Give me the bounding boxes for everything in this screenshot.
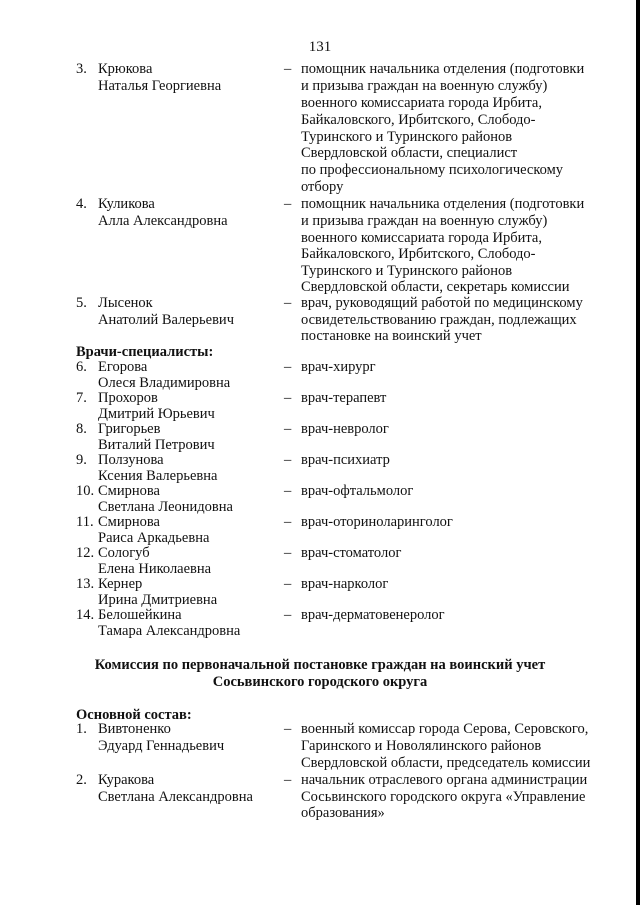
entry-surname: Вивтоненко <box>98 721 171 737</box>
commission-title: Комиссия по первоначальной постановке граждан на воинский учет <box>94 657 546 673</box>
entry-description-line: помощник начальника отделения (подготовки <box>301 196 585 212</box>
entry-description-line: Байкаловского, Ирбитского, Слободо- <box>301 246 536 262</box>
entry-given-names: Ксения Валерьевна <box>98 468 218 484</box>
entry-dash: – <box>284 61 292 77</box>
entry-number: 10. <box>76 483 95 499</box>
entry-description-line: образования» <box>301 805 385 821</box>
entry-surname: Кернер <box>98 576 143 592</box>
entry-description-line: военного комиссариата города Ирбита, <box>301 230 542 246</box>
entry-surname: Прохоров <box>98 390 158 406</box>
specialists-heading: Врачи-специалисты: <box>76 344 214 360</box>
entry-description-line: по профессиональному психологическому <box>301 162 564 178</box>
entry-given-names: Эдуард Геннадьевич <box>98 738 225 754</box>
entry-number: 1. <box>76 721 87 737</box>
entry-given-names: Ирина Дмитриевна <box>98 592 218 608</box>
entry-description-line: врач-нарколог <box>301 576 389 592</box>
entry-description-line: врач-невролог <box>301 421 389 437</box>
entry-given-names: Светлана Леонидовна <box>98 499 233 515</box>
entry-description-line: врач-дерматовенеролог <box>301 607 445 623</box>
entry-given-names: Светлана Александровна <box>98 789 253 805</box>
commission-subtitle: Сосьвинского городского округа <box>212 674 428 690</box>
entry-number: 8. <box>76 421 87 437</box>
entry-description-line: Гаринского и Новолялинского районов <box>301 738 542 754</box>
entry-surname: Лысенок <box>98 295 153 311</box>
entry-number: 3. <box>76 61 87 77</box>
entry-given-names: Тамара Александровна <box>98 623 241 639</box>
entry-dash: – <box>284 514 292 530</box>
entry-description-line: помощник начальника отделения (подготовки <box>301 61 585 77</box>
entry-given-names: Олеся Владимировна <box>98 375 231 391</box>
entry-surname: Куликова <box>98 196 155 212</box>
entry-description-line: освидетельствованию граждан, подлежащих <box>301 312 577 328</box>
entry-dash: – <box>284 607 292 623</box>
entry-description-line: Байкаловского, Ирбитского, Слободо- <box>301 112 536 128</box>
entry-number: 6. <box>76 359 87 375</box>
entry-surname: Григорьев <box>98 421 161 437</box>
entry-description-line: и призыва граждан на военную службу) <box>301 213 548 229</box>
entry-dash: – <box>284 721 292 737</box>
entry-number: 12. <box>76 545 95 561</box>
entry-description-line: отбору <box>301 179 344 195</box>
entry-dash: – <box>284 483 292 499</box>
entry-dash: – <box>284 421 292 437</box>
entry-given-names: Раиса Аркадьевна <box>98 530 210 546</box>
entry-description-line: врач-оториноларинголог <box>301 514 453 530</box>
entry-surname: Смирнова <box>98 483 160 499</box>
entry-given-names: Наталья Георгиевна <box>98 78 222 94</box>
entry-surname: Смирнова <box>98 514 160 530</box>
entry-description-line: Туринского и Туринского районов <box>301 129 513 145</box>
entry-description-line: врач, руководящий работой по медицинскому <box>301 295 583 311</box>
entry-description-line: врач-хирург <box>301 359 376 375</box>
entry-dash: – <box>284 772 292 788</box>
entry-number: 9. <box>76 452 87 468</box>
entry-description-line: Свердловской области, секретарь комиссии <box>301 279 570 295</box>
main-composition-heading: Основной состав: <box>76 707 192 723</box>
entry-description-line: Сосьвинского городского округа «Управление <box>301 789 586 805</box>
entry-description-line: военного комиссариата города Ирбита, <box>301 95 542 111</box>
entry-surname: Куракова <box>98 772 155 788</box>
entry-given-names: Дмитрий Юрьевич <box>98 406 215 422</box>
entry-number: 4. <box>76 196 87 212</box>
entry-given-names: Алла Александровна <box>98 213 228 229</box>
entry-given-names: Анатолий Валерьевич <box>98 312 234 328</box>
entry-dash: – <box>284 359 292 375</box>
entry-description-line: Свердловской области, специалист <box>301 145 518 161</box>
entry-given-names: Елена Николаевна <box>98 561 212 577</box>
entry-surname: Крюкова <box>98 61 153 77</box>
entry-number: 14. <box>76 607 95 623</box>
entry-dash: – <box>284 390 292 406</box>
entry-number: 13. <box>76 576 95 592</box>
entry-description-line: начальник отраслевого органа администрации <box>301 772 588 788</box>
entry-dash: – <box>284 452 292 468</box>
entry-description-line: и призыва граждан на военную службу) <box>301 78 548 94</box>
entry-description-line: врач-терапевт <box>301 390 387 406</box>
page-number: 131 <box>308 39 332 55</box>
entry-description-line: врач-психиатр <box>301 452 390 468</box>
entry-number: 2. <box>76 772 87 788</box>
entry-number: 7. <box>76 390 87 406</box>
entry-dash: – <box>284 196 292 212</box>
entry-description-line: военный комиссар города Серова, Серовского, <box>301 721 589 737</box>
entry-surname: Егорова <box>98 359 148 375</box>
entry-given-names: Виталий Петрович <box>98 437 215 453</box>
entry-description-line: постановке на воинский учет <box>301 328 482 344</box>
entry-dash: – <box>284 576 292 592</box>
entry-surname: Белошейкина <box>98 607 182 623</box>
entry-surname: Сологуб <box>98 545 150 561</box>
scan-edge <box>636 0 640 905</box>
entry-description-line: Туринского и Туринского районов <box>301 263 513 279</box>
entry-description-line: врач-стоматолог <box>301 545 402 561</box>
entry-number: 11. <box>76 514 94 530</box>
entry-surname: Ползунова <box>98 452 164 468</box>
entry-dash: – <box>284 545 292 561</box>
entry-description-line: врач-офтальмолог <box>301 483 414 499</box>
entry-dash: – <box>284 295 292 311</box>
entry-description-line: Свердловской области, председатель комиссии <box>301 755 591 771</box>
entry-number: 5. <box>76 295 87 311</box>
